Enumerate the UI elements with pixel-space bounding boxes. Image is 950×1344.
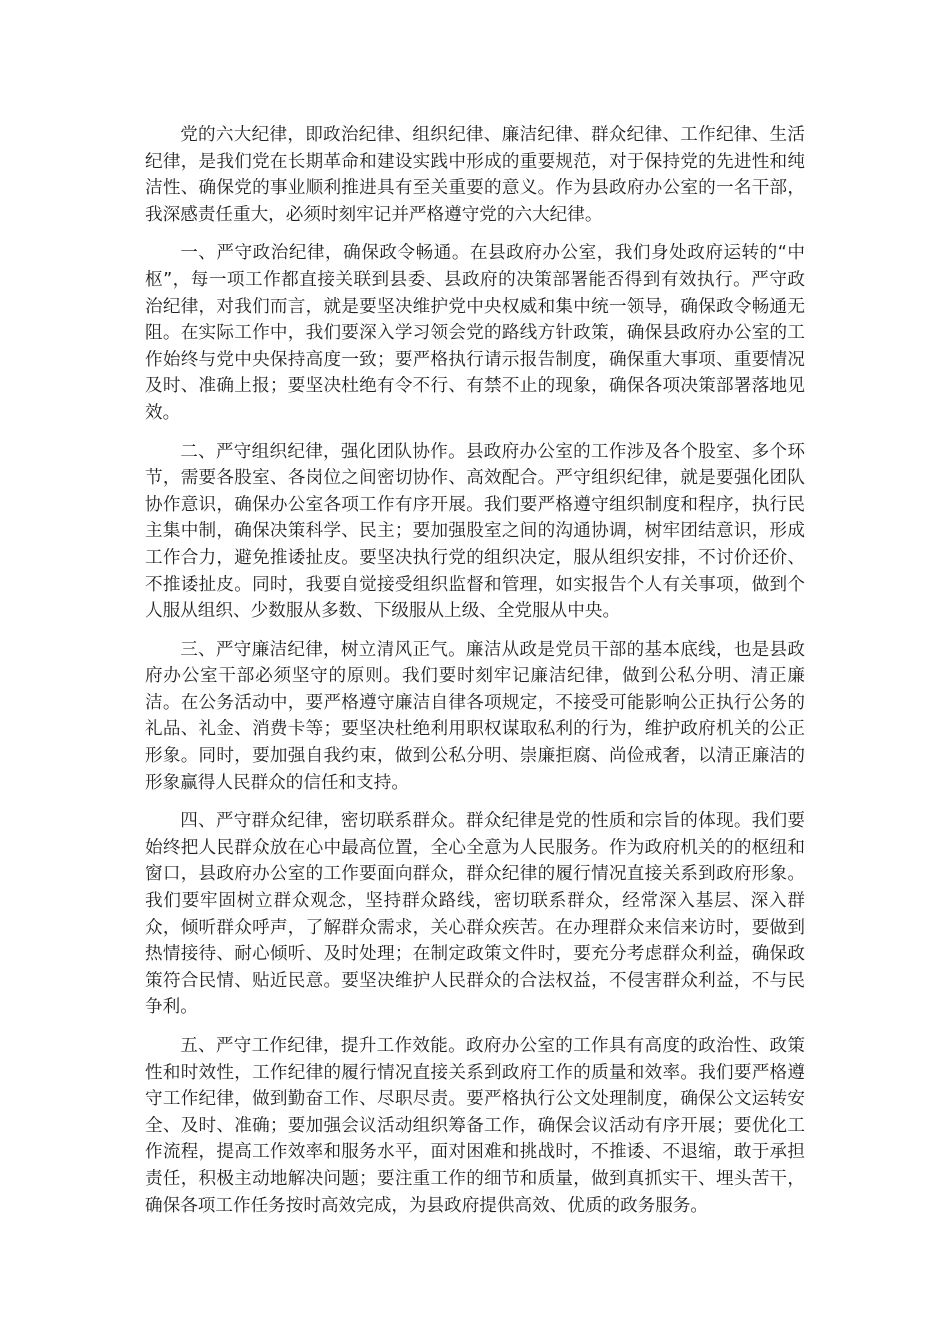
- paragraph-organizational-discipline: 二、严守组织纪律，强化团队协作。县政府办公室的工作涉及各个股室、多个环节，需要各股室、各岗位之间密切协作、高效配合。严守组织纪律，就是要强化团队协作意识，确保办公室各项工作有序开展。我们要严格遵守组织制度和程序，执行民主集中制，确保决策科学、民主；要加强股室之间的沟通协调，树牢团结意识，形成工作合力，避免推诿扯皮。要坚决执行党的组织决定，服从组织安排，不讨价还价、不推诿扯皮。同时，我要自觉接受组织监督和管理，如实报告个人有关事项，做到个人服从组织、少数服从多数、下级服从上级、全党服从中央。: [145, 441, 805, 622]
- paragraph-work-discipline: 五、严守工作纪律，提升工作效能。政府办公室的工作具有高度的政治性、政策性和时效性，工作纪律的履行情况直接关系到政府工作的质量和效率。我们要严格遵守工作纪律，做到勤奋工作、尽职尽责。要严格执行公文处理制度，确保公文运转安全、及时、准确；要加强会议活动组织筹备工作，确保会议活动有序开展；要优化工作流程，提高工作效率和服务水平，面对困难和挑战时，不推诿、不退缩，敢于承担责任，积极主动地解决问题；要注重工作的细节和质量，做到真抓实干、埋头苦干，确保各项工作任务按时高效完成，为县政府提供高效、优质的政务服务。: [145, 1036, 805, 1216]
- paragraph-intro: 党的六大纪律，即政治纪律、组织纪律、廉洁纪律、群众纪律、工作纪律、生活纪律，是我们党在长期革命和建设实践中形成的重要规范，对于保持党的先进性和纯洁性、确保党的事业顺利推进具有至关重要的意义。作为县政府办公室的一名干部，我深感责任重大，必须时刻牢记并严格遵守党的六大纪律。: [145, 125, 805, 225]
- paragraph-integrity-discipline: 三、严守廉洁纪律，树立清风正气。廉洁从政是党员干部的基本底线，也是县政府办公室干部必须坚守的原则。我们要时刻牢记廉洁纪律，做到公私分明、清正廉洁。在公务活动中，要严格遵守廉洁自律各项规定，不接受可能影响公正执行公务的礼品、礼金、消费卡等；要坚决杜绝利用职权谋取私利的行为，维护政府机关的公正形象。同时，要加强自我约束，做到公私分明、崇廉拒腐、尚俭戒奢，以清正廉洁的形象赢得人民群众的信任和支持。: [145, 639, 805, 793]
- paragraph-mass-discipline: 四、严守群众纪律，密切联系群众。群众纪律是党的性质和宗旨的体现。我们要始终把人民群众放在心中最高位置，全心全意为人民服务。作为政府机关的的枢纽和窗口，县政府办公室的工作要面向群众，群众纪律的履行情况直接关系到政府形象。我们要牢固树立群众观念，坚持群众路线，密切联系群众，经常深入基层、深入群众，倾听群众呼声，了解群众需求，关心群众疾苦。在办理群众来信来访时，要做到热情接待、耐心倾听、及时处理；在制定政策文件时，要充分考虑群众利益，确保政策符合民情、贴近民意。要坚决维护人民群众的合法权益，不侵害群众利益，不与民争利。: [145, 811, 805, 1018]
- document-body: [145, 122, 805, 1231]
- paragraph-political-discipline: 一、严守政治纪律，确保政令畅通。在县政府办公室，我们身处政府运转的“中枢”，每一项工作都直接关联到县委、县政府的决策部署能否得到有效执行。严守政治纪律，对我们而言，就是要坚决维护党中央权威和集中统一领导，确保政令畅通无阻。在实际工作中，我们要深入学习领会党的路线方针政策，确保县政府办公室的工作始终与党中央保持高度一致；要严格执行请示报告制度，确保重大事项、重要情况及时、准确上报；要坚决杜绝有令不行、有禁不止的现象，确保各项决策部署落地见效。: [145, 243, 805, 423]
